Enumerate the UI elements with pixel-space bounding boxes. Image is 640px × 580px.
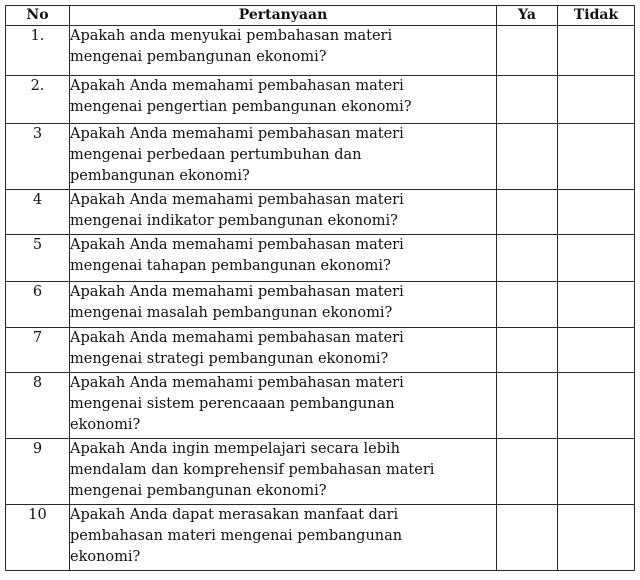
question-text: Apakah Anda memahami pembahasan materi mengenai pengertian pembangunan ekonomi? <box>70 76 497 124</box>
table-row <box>6 26 635 76</box>
answer-yes-cell[interactable] <box>497 328 558 373</box>
header-yes: Ya <box>497 6 558 26</box>
answer-yes-cell[interactable] <box>497 235 558 282</box>
answer-yes-cell[interactable] <box>497 190 558 235</box>
table-header-row <box>6 6 635 26</box>
answer-yes-cell[interactable] <box>497 282 558 328</box>
row-number: 8 <box>6 373 70 439</box>
answer-no-cell[interactable] <box>558 373 635 439</box>
header-question: Pertanyaan <box>70 6 497 26</box>
answer-yes-cell[interactable] <box>497 26 558 76</box>
table-row <box>6 76 635 124</box>
questionnaire-table <box>5 5 635 571</box>
table-row <box>6 505 635 571</box>
answer-no-cell[interactable] <box>558 282 635 328</box>
table-row <box>6 235 635 282</box>
row-number: 5 <box>6 235 70 282</box>
answer-no-cell[interactable] <box>558 505 635 571</box>
row-number: 6 <box>6 282 70 328</box>
answer-no-cell[interactable] <box>558 76 635 124</box>
question-text: Apakah Anda dapat merasakan manfaat dari pembahasan materi mengenai pembangunan ekonomi? <box>70 505 497 571</box>
table-row <box>6 328 635 373</box>
table-row <box>6 373 635 439</box>
row-number: 4 <box>6 190 70 235</box>
row-number: 10 <box>6 505 70 571</box>
question-text: Apakah Anda memahami pembahasan materi mengenai tahapan pembangunan ekonomi? <box>70 235 497 282</box>
answer-no-cell[interactable] <box>558 235 635 282</box>
row-number: 3 <box>6 124 70 190</box>
row-number: 9 <box>6 439 70 505</box>
answer-no-cell[interactable] <box>558 328 635 373</box>
question-text: Apakah Anda memahami pembahasan materi mengenai indikator pembangunan ekonomi? <box>70 190 497 235</box>
question-text: Apakah Anda ingin mempelajari secara lebih mendalam dan komprehensif pembahasan materi mengenai pembangunan ekonomi? <box>70 439 497 505</box>
row-number: 2. <box>6 76 70 124</box>
answer-yes-cell[interactable] <box>497 373 558 439</box>
answer-no-cell[interactable] <box>558 190 635 235</box>
question-text: Apakah Anda memahami pembahasan materi mengenai masalah pembangunan ekonomi? <box>70 282 497 328</box>
question-text: Apakah anda menyukai pembahasan materi mengenai pembangunan ekonomi? <box>70 26 497 76</box>
answer-no-cell[interactable] <box>558 439 635 505</box>
answer-no-cell[interactable] <box>558 26 635 76</box>
table-row <box>6 124 635 190</box>
answer-yes-cell[interactable] <box>497 76 558 124</box>
header-no: No <box>6 6 70 26</box>
table-row <box>6 282 635 328</box>
header-no-answer: Tidak <box>558 6 635 26</box>
answer-yes-cell[interactable] <box>497 124 558 190</box>
question-text: Apakah Anda memahami pembahasan materi mengenai perbedaan pertumbuhan dan pembangunan ekonomi? <box>70 124 497 190</box>
answer-yes-cell[interactable] <box>497 505 558 571</box>
answer-no-cell[interactable] <box>558 124 635 190</box>
question-text: Apakah Anda memahami pembahasan materi mengenai strategi pembangunan ekonomi? <box>70 328 497 373</box>
row-number: 7 <box>6 328 70 373</box>
answer-yes-cell[interactable] <box>497 439 558 505</box>
row-number: 1. <box>6 26 70 76</box>
question-text: Apakah Anda memahami pembahasan materi mengenai sistem perencaaan pembangunan ekonomi? <box>70 373 497 439</box>
table-row <box>6 190 635 235</box>
table-row <box>6 439 635 505</box>
